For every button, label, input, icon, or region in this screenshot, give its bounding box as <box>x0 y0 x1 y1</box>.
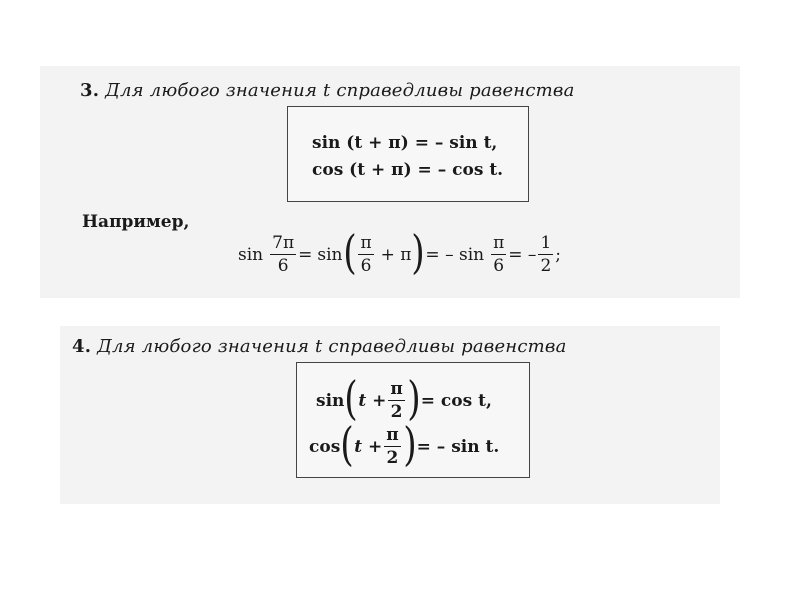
right-paren: ) <box>402 417 417 471</box>
section-4-text: Для любого значения t справедливы равенства <box>97 336 567 357</box>
formula-sin-t-plus-pi: sin (t + π) = – sin t, <box>312 133 498 153</box>
example-frac-pi-6-b <box>491 235 506 275</box>
left-paren: ( <box>340 417 354 471</box>
left-paren: ( <box>342 225 357 279</box>
example-plus-pi: + π <box>380 245 412 265</box>
line1-function: sin <box>316 391 345 411</box>
frac-numerator: π <box>360 233 372 253</box>
section-3-heading <box>80 80 575 101</box>
frac-numerator: π <box>493 233 505 253</box>
example-label: Например, <box>82 212 190 232</box>
line1-frac-pi-2 <box>388 381 404 421</box>
right-paren: ) <box>411 225 426 279</box>
section-4-heading <box>72 336 567 357</box>
left-paren: ( <box>344 371 359 425</box>
frac-denominator: 6 <box>493 256 505 276</box>
example-sin-2: sin <box>317 245 343 265</box>
section-3-number: 3. <box>80 80 100 101</box>
example-equals-1: = <box>298 245 313 265</box>
formula-cos-t-plus-half-pi <box>309 417 500 471</box>
frac-numerator: π <box>386 425 399 445</box>
line1-t-plus: t + <box>358 391 387 411</box>
example-formula <box>238 225 561 279</box>
frac-numerator: π <box>390 379 403 399</box>
example-frac-pi-6 <box>358 235 373 275</box>
frac-denominator: 2 <box>386 448 399 468</box>
formula-cos-t-plus-pi: cos (t + π) = – cos t. <box>312 160 504 180</box>
frac-denominator: 2 <box>540 256 552 276</box>
frac-numerator: 7π <box>272 233 295 253</box>
example-equals-minus-sin: = – sin <box>425 245 485 265</box>
line2-function: cos <box>309 437 341 457</box>
example-semicolon: ; <box>555 245 561 265</box>
frac-denominator: 2 <box>390 402 403 422</box>
frac-denominator: 6 <box>360 256 372 276</box>
section-4-number: 4. <box>72 336 92 357</box>
right-paren: ) <box>407 371 421 425</box>
line2-rhs: = – sin t. <box>416 437 500 457</box>
line1-rhs: = cos t, <box>420 391 492 411</box>
example-sin-1: sin <box>238 245 264 265</box>
example-equals-minus: = – <box>508 245 537 265</box>
frac-numerator: 1 <box>540 233 552 253</box>
example-frac-7pi-6 <box>270 235 296 275</box>
line2-t-plus: t + <box>354 437 383 457</box>
example-frac-1-2 <box>538 235 553 275</box>
frac-denominator: 6 <box>277 256 289 276</box>
formula-box-3 <box>287 106 529 202</box>
section-3-text: Для любого значения t справедливы равенства <box>105 80 575 101</box>
line2-frac-pi-2 <box>384 427 400 467</box>
